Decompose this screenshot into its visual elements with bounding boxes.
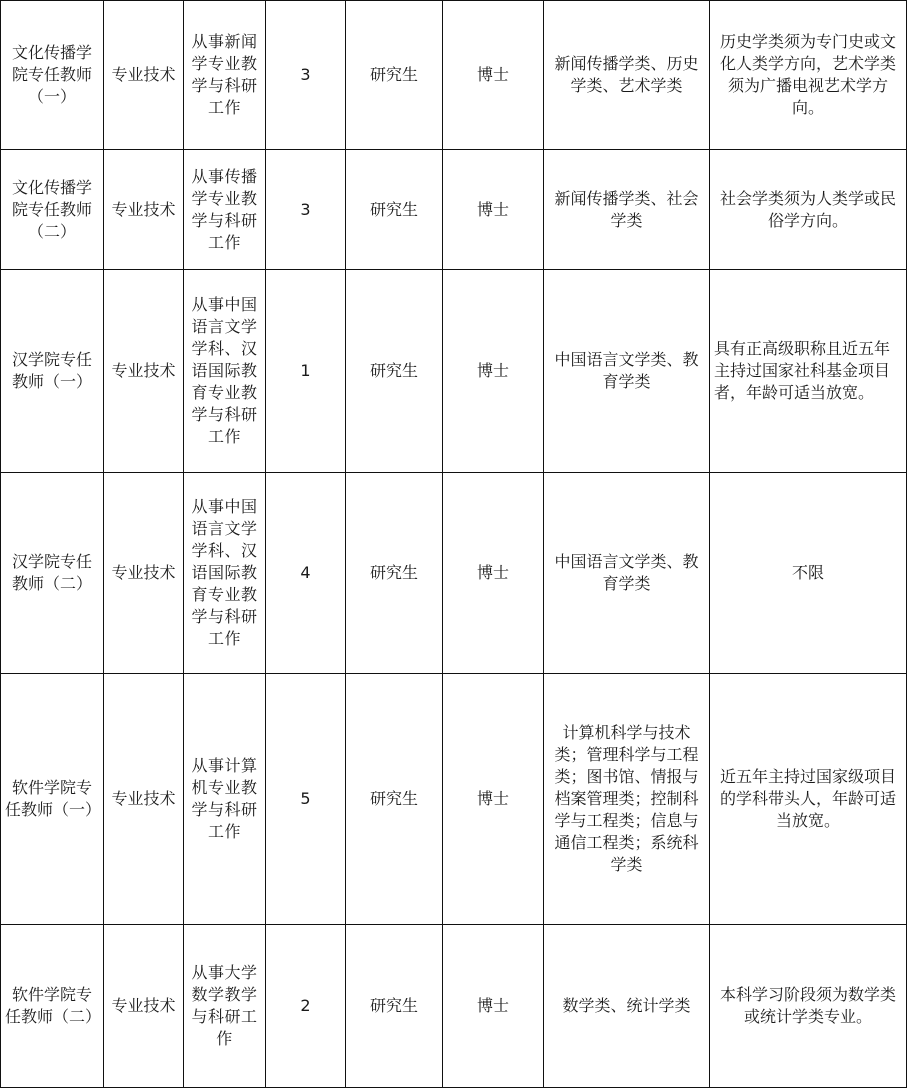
table-row (1, 270, 907, 473)
count-cell: 5 (266, 674, 346, 925)
duty-cell: 从事中国语言文学学科、汉语国际教育专业教学与科研工作 (184, 270, 266, 473)
count-cell: 4 (266, 473, 346, 674)
note-cell: 具有正高级职称且近五年主持过国家社科基金项目者，年龄可适当放宽。 (710, 270, 907, 473)
duty-cell: 从事计算机专业教学与科研工作 (184, 674, 266, 925)
count-cell: 1 (266, 270, 346, 473)
major-cell: 中国语言文学类、教育学类 (544, 473, 710, 674)
education-cell: 研究生 (346, 150, 443, 270)
duty-cell: 从事传播学专业教学与科研工作 (184, 150, 266, 270)
position-cell: 文化传播学院专任教师（二） (1, 150, 104, 270)
major-cell: 计算机科学与技术类；管理科学与工程类；图书馆、情报与档案管理类；控制科学与工程类；信息与通信工程类；系统科学类 (544, 674, 710, 925)
degree-cell: 博士 (443, 925, 544, 1088)
category-cell: 专业技术 (104, 925, 184, 1088)
education-cell: 研究生 (346, 473, 443, 674)
major-cell: 新闻传播学类、社会学类 (544, 150, 710, 270)
degree-cell: 博士 (443, 270, 544, 473)
category-cell: 专业技术 (104, 1, 184, 150)
note-cell: 本科学习阶段须为数学类或统计学类专业。 (710, 925, 907, 1088)
position-cell: 汉学院专任教师（一） (1, 270, 104, 473)
table-row (1, 150, 907, 270)
education-cell: 研究生 (346, 270, 443, 473)
category-cell: 专业技术 (104, 270, 184, 473)
count-cell: 3 (266, 150, 346, 270)
position-cell: 文化传播学院专任教师（一） (1, 1, 104, 150)
duty-cell: 从事新闻学专业教学与科研工作 (184, 1, 266, 150)
category-cell: 专业技术 (104, 674, 184, 925)
position-cell: 软件学院专任教师（一） (1, 674, 104, 925)
duty-cell: 从事大学数学教学与科研工作 (184, 925, 266, 1088)
category-cell: 专业技术 (104, 473, 184, 674)
count-cell: 2 (266, 925, 346, 1088)
table-row (1, 674, 907, 925)
degree-cell: 博士 (443, 1, 544, 150)
position-cell: 软件学院专任教师（二） (1, 925, 104, 1088)
note-cell: 近五年主持过国家级项目的学科带头人，年龄可适当放宽。 (710, 674, 907, 925)
position-cell: 汉学院专任教师（二） (1, 473, 104, 674)
category-cell: 专业技术 (104, 150, 184, 270)
table-row (1, 925, 907, 1088)
education-cell: 研究生 (346, 674, 443, 925)
table-row (1, 473, 907, 674)
duty-cell: 从事中国语言文学学科、汉语国际教育专业教学与科研工作 (184, 473, 266, 674)
education-cell: 研究生 (346, 925, 443, 1088)
note-cell: 社会学类须为人类学或民俗学方向。 (710, 150, 907, 270)
degree-cell: 博士 (443, 473, 544, 674)
major-cell: 中国语言文学类、教育学类 (544, 270, 710, 473)
degree-cell: 博士 (443, 674, 544, 925)
note-cell: 历史学类须为专门史或文化人类学方向，艺术学类须为广播电视艺术学方向。 (710, 1, 907, 150)
major-cell: 新闻传播学类、历史学类、艺术学类 (544, 1, 710, 150)
major-cell: 数学类、统计学类 (544, 925, 710, 1088)
count-cell: 3 (266, 1, 346, 150)
table-row (1, 1, 907, 150)
degree-cell: 博士 (443, 150, 544, 270)
education-cell: 研究生 (346, 1, 443, 150)
note-cell: 不限 (710, 473, 907, 674)
